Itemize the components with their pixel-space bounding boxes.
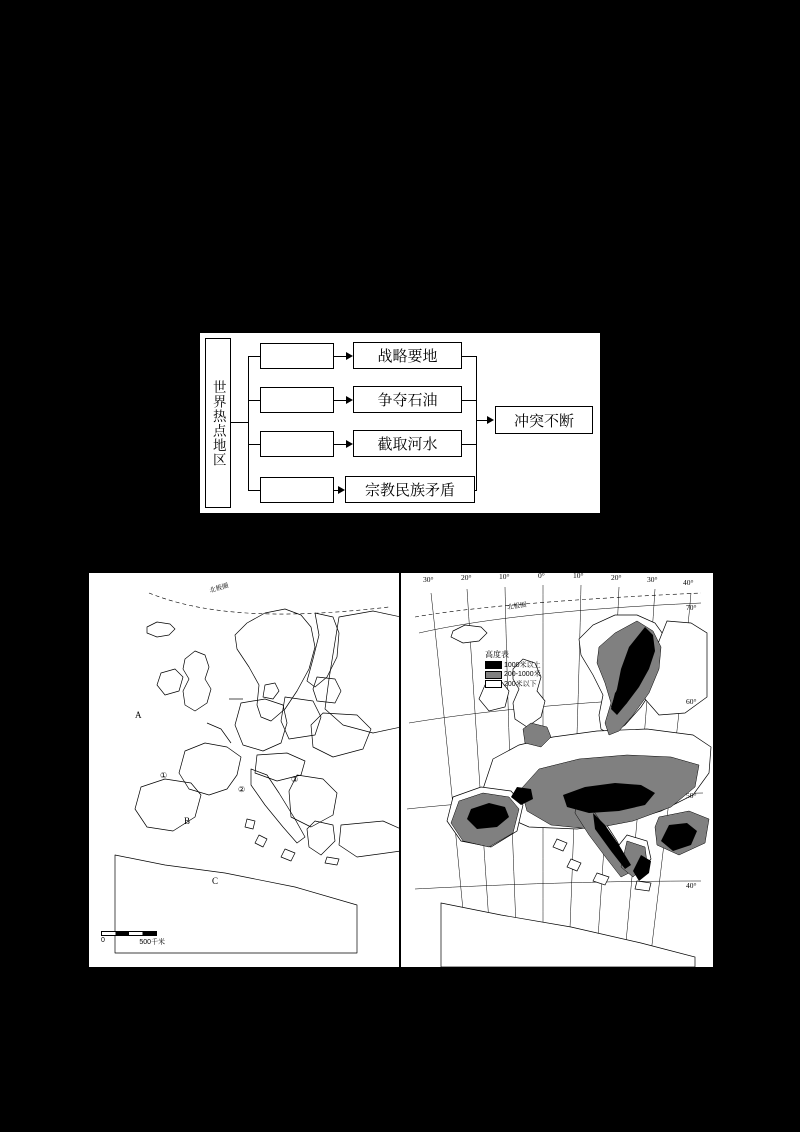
legend-swatch-high	[485, 661, 502, 669]
lon-label-30w: 30°	[423, 575, 434, 584]
scale-start-label: 0	[101, 937, 105, 944]
lat-label-70n: 70°	[686, 603, 697, 612]
connector-row3	[248, 444, 260, 445]
flowchart-blank-3[interactable]	[260, 431, 334, 457]
legend-item-high	[485, 661, 561, 669]
legend-title: 高度表	[485, 650, 509, 659]
connector-collect-row1	[462, 356, 477, 357]
legend-item-low	[485, 680, 561, 688]
flowchart-result-box	[495, 406, 593, 434]
legend-label-high: 1000米以上	[504, 661, 541, 669]
map-right-svg	[401, 573, 713, 967]
arrow-result	[487, 416, 494, 424]
flowchart-reason-3-label: 截取河水	[377, 436, 438, 453]
elevation-legend	[485, 651, 561, 690]
map-left-letter-A: A	[135, 710, 142, 720]
legend-label-mid: 200-1000米	[504, 671, 541, 678]
lon-label-40e: 40°	[683, 578, 694, 587]
scale-bar-graphic	[101, 931, 157, 936]
map-scale-bar	[101, 931, 165, 947]
connector-source-stem	[231, 422, 249, 423]
lon-label-10w: 10°	[499, 573, 510, 581]
lon-label-30e: 30°	[647, 575, 658, 584]
map-panel-left	[89, 573, 401, 967]
arrow-row1	[346, 352, 353, 360]
scale-end-label: 500千米	[139, 939, 165, 946]
arrow-row2	[346, 396, 353, 404]
flowchart-reason-1-label: 战略要地	[377, 348, 438, 365]
connector-row1	[248, 356, 260, 357]
connector-collect-row2	[462, 400, 477, 401]
flowchart-result-label: 冲突不断	[513, 412, 574, 430]
connector-spine	[248, 356, 249, 490]
lat-label-50n: 50°	[686, 791, 697, 800]
connector-collector-spine	[476, 356, 477, 490]
map-left-svg	[89, 573, 401, 967]
legend-item-mid	[485, 671, 561, 679]
connector-collect-row4	[475, 490, 477, 491]
map-left-letter-C: C	[212, 876, 219, 886]
lon-label-20e: 20°	[611, 573, 622, 582]
flowchart	[200, 333, 600, 513]
flowchart-reason-3	[353, 430, 462, 457]
lon-label-0: 0°	[538, 573, 545, 580]
lon-label-20w: 20°	[461, 573, 472, 582]
lon-label-10e: 10°	[573, 573, 584, 580]
map-left-number-3: ③	[291, 775, 299, 784]
lat-label-60n: 60°	[686, 697, 697, 706]
left-arctic-circle-label: 北极圈	[208, 582, 230, 595]
flowchart-source-box	[205, 338, 231, 508]
flowchart-blank-4[interactable]	[260, 477, 334, 503]
map-left-number-1: ①	[160, 771, 168, 780]
map-left-number-2: ②	[238, 785, 246, 794]
lat-label-40n: 40°	[686, 881, 697, 890]
right-arctic-circle-label: 北极圈	[506, 601, 528, 612]
flowchart-reason-2	[353, 386, 462, 413]
flowchart-blank-1[interactable]	[260, 343, 334, 369]
arrow-row4	[338, 486, 345, 494]
legend-swatch-low	[485, 680, 502, 688]
flowchart-reason-4	[345, 476, 475, 503]
flowchart-reason-2-label: 争夺石油	[377, 392, 438, 409]
map-left-letter-B: B	[184, 816, 191, 826]
connector-row2	[248, 400, 260, 401]
flowchart-source-label: 世界热点地区	[210, 379, 226, 467]
legend-swatch-mid	[485, 671, 502, 679]
flowchart-reason-1	[353, 342, 462, 369]
map-figure	[88, 572, 712, 968]
map-panel-right	[401, 573, 713, 967]
connector-collect-row3	[462, 444, 477, 445]
flowchart-blank-2[interactable]	[260, 387, 334, 413]
arrow-row3	[346, 440, 353, 448]
flowchart-reason-4-label: 宗教民族矛盾	[364, 482, 455, 499]
legend-label-low: 200米以下	[504, 680, 537, 688]
connector-row4	[248, 490, 260, 491]
